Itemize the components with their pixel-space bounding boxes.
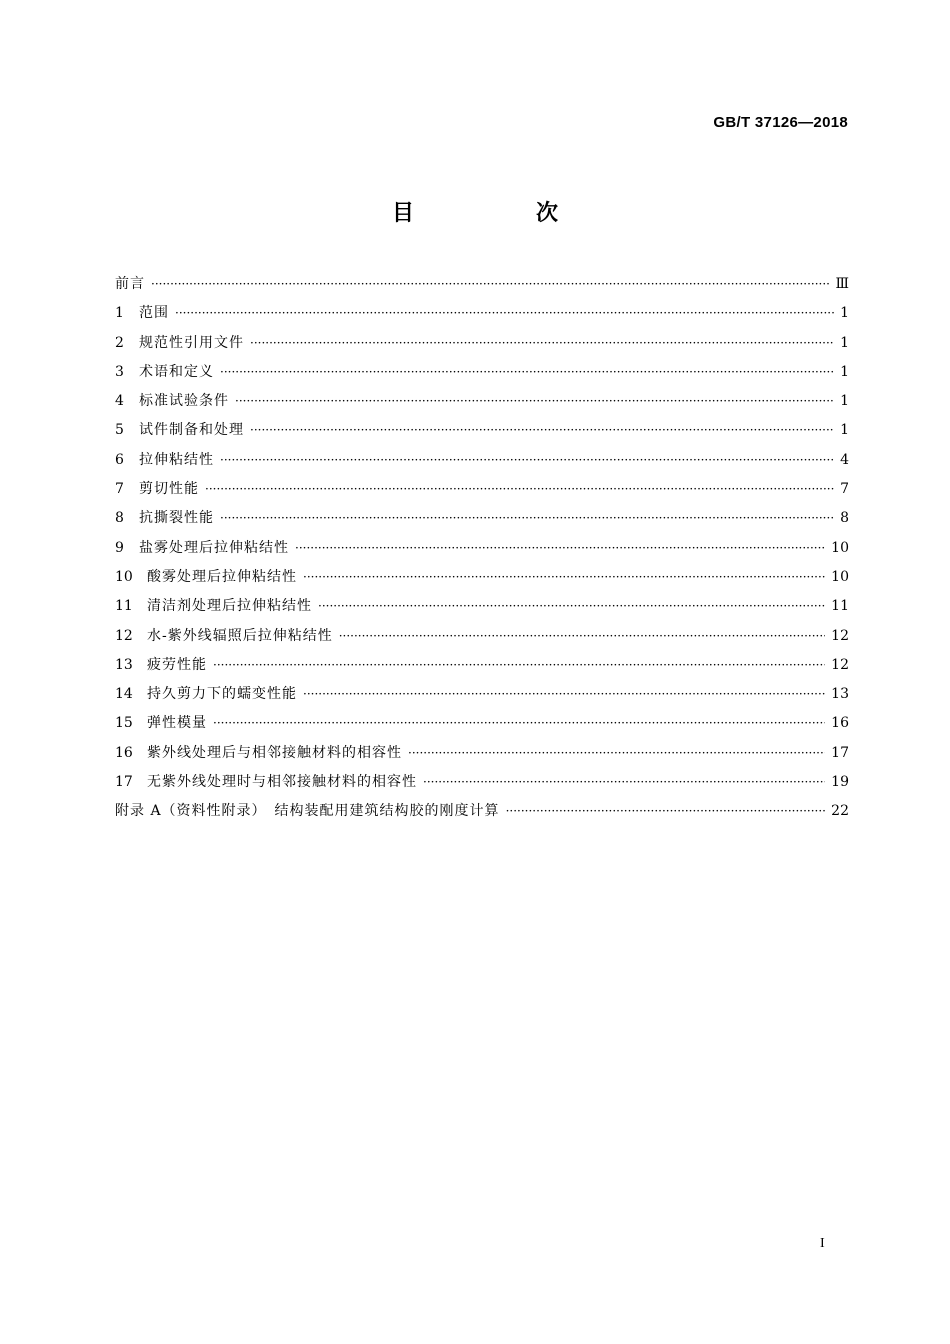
toc-leader-dots bbox=[220, 446, 834, 475]
toc-leader-dots bbox=[506, 797, 826, 826]
toc-entry-number: 11 bbox=[115, 598, 133, 615]
toc-entry-label: 清洁剂处理后拉伸粘结性 bbox=[147, 598, 312, 615]
toc-entry-17[interactable] bbox=[115, 768, 849, 797]
toc-entry-label: 附录 A（资料性附录） 结构装配用建筑结构胶的刚度计算 bbox=[115, 803, 500, 820]
toc-title: 目 次 bbox=[391, 201, 608, 226]
toc-entry-6[interactable] bbox=[115, 446, 849, 475]
toc-leader-dots bbox=[213, 651, 825, 680]
toc-entry-label: 术语和定义 bbox=[139, 363, 214, 380]
toc-entry-number: 7 bbox=[115, 481, 124, 498]
toc-entry-5[interactable] bbox=[115, 416, 849, 445]
toc-entry-8[interactable] bbox=[115, 504, 849, 533]
toc-entry-16[interactable] bbox=[115, 739, 849, 768]
toc-entry-number: 10 bbox=[115, 568, 133, 585]
toc-entry-page: Ⅲ bbox=[835, 276, 849, 292]
document-standard-number: GB/T 37126—2018 bbox=[713, 114, 848, 131]
toc-entry-label: 无紫外线处理时与相邻接触材料的相容性 bbox=[147, 774, 417, 791]
toc-entry-label: 酸雾处理后拉伸粘结性 bbox=[147, 568, 297, 585]
toc-entry-number: 17 bbox=[115, 774, 133, 791]
toc-entry-label: 前言 bbox=[115, 276, 145, 292]
toc-entry-foreword[interactable] bbox=[115, 270, 849, 299]
toc-entry-number: 13 bbox=[115, 656, 133, 673]
toc-entry-page: 17 bbox=[831, 744, 849, 761]
toc-leader-dots bbox=[408, 739, 825, 768]
toc-entry-1[interactable] bbox=[115, 299, 849, 328]
toc-entry-15[interactable] bbox=[115, 709, 849, 738]
toc-entry-page: 1 bbox=[840, 305, 849, 322]
toc-entry-page: 11 bbox=[831, 598, 849, 615]
toc-leader-dots bbox=[295, 534, 825, 563]
toc-entry-label: 疲劳性能 bbox=[147, 656, 207, 673]
toc-entry-label: 拉伸粘结性 bbox=[139, 451, 214, 468]
toc-entry-label: 试件制备和处理 bbox=[139, 422, 244, 439]
toc-entry-page: 22 bbox=[831, 803, 849, 820]
toc-entry-12[interactable] bbox=[115, 622, 849, 651]
toc-entry-page: 19 bbox=[831, 774, 849, 791]
toc-entry-number: 16 bbox=[115, 744, 133, 761]
toc-leader-dots bbox=[175, 299, 834, 328]
toc-entry-label: 标准试验条件 bbox=[139, 393, 229, 410]
toc-entry-label: 盐雾处理后拉伸粘结性 bbox=[139, 539, 289, 556]
toc-entry-page: 1 bbox=[840, 422, 849, 439]
toc-entry-number: 6 bbox=[115, 451, 124, 468]
toc-entry-number: 4 bbox=[115, 393, 124, 410]
toc-leader-dots bbox=[151, 270, 829, 299]
toc-entry-label: 紫外线处理后与相邻接触材料的相容性 bbox=[147, 744, 402, 761]
toc-entry-label: 水-紫外线辐照后拉伸粘结性 bbox=[147, 627, 333, 644]
toc-entry-page: 10 bbox=[831, 539, 849, 556]
toc-entry-page: 1 bbox=[840, 334, 849, 351]
toc-entry-page: 7 bbox=[840, 481, 849, 498]
toc-entry-10[interactable] bbox=[115, 563, 849, 592]
toc-leader-dots bbox=[235, 387, 834, 416]
toc-entry-page: 12 bbox=[831, 627, 849, 644]
toc-entry-label: 抗撕裂性能 bbox=[139, 510, 214, 527]
toc-entry-page: 8 bbox=[840, 510, 849, 527]
toc-entry-label: 范围 bbox=[139, 305, 169, 322]
toc-entry-13[interactable] bbox=[115, 651, 849, 680]
toc-entry-page: 4 bbox=[840, 451, 849, 468]
toc-entry-page: 16 bbox=[831, 715, 849, 732]
toc-leader-dots bbox=[318, 592, 825, 621]
toc-entry-label: 规范性引用文件 bbox=[139, 334, 244, 351]
toc-entry-number: 5 bbox=[115, 422, 124, 439]
toc-entry-label: 弹性模量 bbox=[147, 715, 207, 732]
toc-entry-number: 8 bbox=[115, 510, 124, 527]
toc-entry-3[interactable] bbox=[115, 358, 849, 387]
toc-leader-dots bbox=[303, 563, 825, 592]
toc-leader-dots bbox=[220, 358, 834, 387]
toc-entry-11[interactable] bbox=[115, 592, 849, 621]
toc-entry-number: 2 bbox=[115, 334, 124, 351]
toc-entry-4[interactable] bbox=[115, 387, 849, 416]
toc-entry-page: 1 bbox=[840, 363, 849, 380]
toc-leader-dots bbox=[339, 622, 825, 651]
toc-entry-page: 10 bbox=[831, 568, 849, 585]
toc-entry-number: 1 bbox=[115, 305, 124, 322]
toc-entry-7[interactable] bbox=[115, 475, 849, 504]
toc-leader-dots bbox=[423, 768, 825, 797]
toc-entry-9[interactable] bbox=[115, 534, 849, 563]
toc-entry-number: 3 bbox=[115, 363, 124, 380]
toc-leader-dots bbox=[205, 475, 834, 504]
table-of-contents bbox=[115, 270, 849, 827]
toc-entry-label: 持久剪力下的蠕变性能 bbox=[147, 686, 297, 703]
toc-entry-number: 9 bbox=[115, 539, 124, 556]
toc-entry-appendix-a[interactable] bbox=[115, 797, 849, 826]
toc-entry-number: 15 bbox=[115, 715, 133, 732]
toc-entry-number: 12 bbox=[115, 627, 133, 644]
toc-leader-dots bbox=[250, 329, 834, 358]
toc-entry-14[interactable] bbox=[115, 680, 849, 709]
toc-leader-dots bbox=[220, 504, 834, 533]
toc-leader-dots bbox=[213, 709, 825, 738]
page-number: I bbox=[820, 1236, 825, 1251]
toc-entry-2[interactable] bbox=[115, 329, 849, 358]
toc-entry-page: 12 bbox=[831, 656, 849, 673]
toc-entry-number: 14 bbox=[115, 686, 133, 703]
toc-entry-label: 剪切性能 bbox=[139, 481, 199, 498]
toc-entry-page: 13 bbox=[831, 686, 849, 703]
toc-entry-page: 1 bbox=[840, 393, 849, 410]
toc-leader-dots bbox=[250, 416, 834, 445]
toc-leader-dots bbox=[303, 680, 825, 709]
